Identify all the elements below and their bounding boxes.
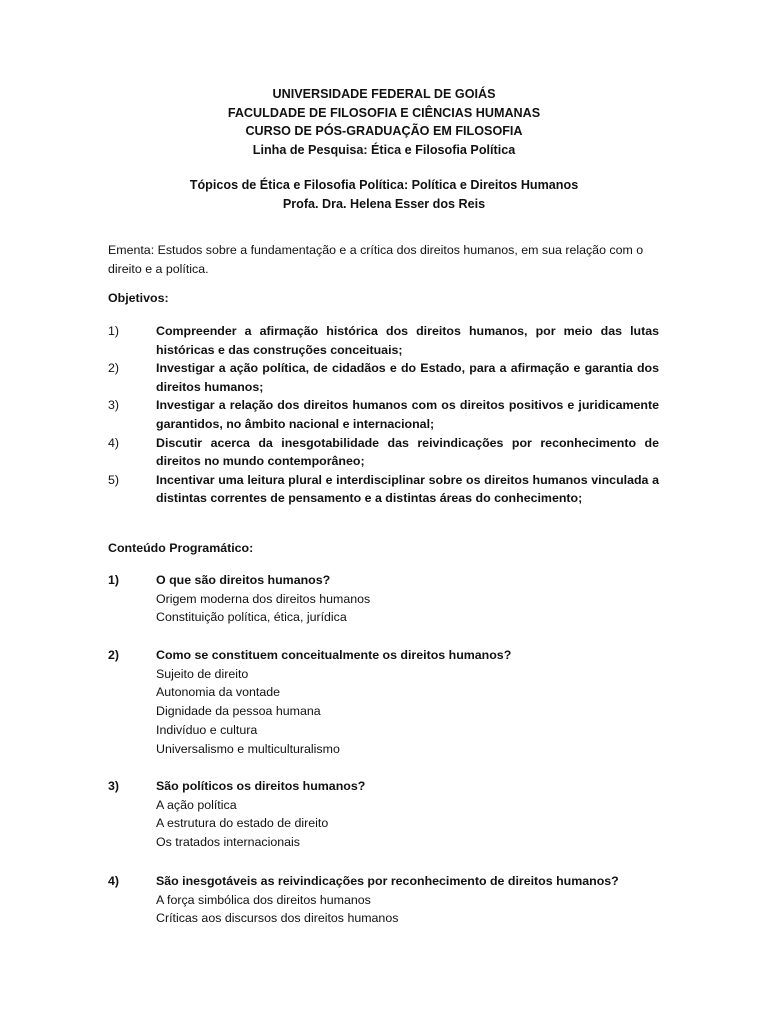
institution-header — [0, 85, 768, 160]
list-item — [108, 434, 659, 471]
topic-section — [108, 571, 668, 627]
subtopic: A força simbólica dos direitos humanos — [156, 892, 371, 907]
course-title: Tópicos de Ética e Filosofia Política: Política e Direitos Humanos — [189, 178, 579, 192]
topic-question-text: O que são direitos humanos? — [156, 573, 331, 587]
subtopic: Origem moderna dos direitos humanos — [156, 591, 371, 606]
subtopic: Sujeito de direito — [156, 666, 249, 681]
list-item — [108, 322, 659, 359]
conteudo-heading: Conteúdo Programático: — [108, 541, 254, 555]
topic-question — [108, 777, 668, 796]
list-item-number: 2) — [108, 361, 120, 376]
topic-number: 1) — [108, 573, 120, 587]
subtopic: Autonomia da vontade — [156, 685, 280, 700]
course-name: CURSO DE PÓS-GRADUAÇÃO EM FILOSOFIA — [245, 124, 523, 139]
list-item-number: 3) — [108, 398, 120, 413]
university-name: UNIVERSIDADE FEDERAL DE GOIÁS — [272, 87, 496, 101]
topic-question-text: São inesgotáveis as reivindicações por reconhecimento de direitos humanos? — [156, 874, 619, 888]
subtopic: Universalismo e multiculturalismo — [156, 741, 340, 756]
topic-section — [108, 777, 668, 852]
professor-name: Profa. Dra. Helena Esser dos Reis — [282, 196, 486, 211]
topic-number: 3) — [108, 779, 120, 793]
subtopic: A ação política — [156, 797, 237, 812]
list-item-text: Compreender a afirmação histórica dos direitos humanos, por meio das lutas históricas e das construções conceituais; — [156, 324, 659, 357]
subtopic: Indivíduo e cultura — [156, 722, 258, 737]
topic-question — [108, 646, 668, 665]
list-item-text: Discutir acerca da inesgotabilidade das reivindicações por reconhecimento de direitos no mundo contemporâneo; — [156, 435, 659, 469]
objetivos-heading: Objetivos: — [108, 291, 169, 305]
list-item-number: 5) — [108, 472, 120, 487]
list-item-text: Investigar a relação dos direitos humanos com os direitos positivos e juridicamente garantidos, no âmbito nacional e internacional; — [156, 398, 659, 431]
topic-section — [108, 646, 668, 758]
objetivos-list — [108, 322, 659, 508]
topic-question — [108, 872, 668, 891]
list-item — [108, 396, 659, 433]
list-item — [108, 359, 659, 396]
subtopic: Os tratados internacionais — [156, 835, 300, 850]
research-line: Linha de Pesquisa: Ética e Filosofia Política — [252, 143, 516, 158]
topic-question-text: Como se constituem conceitualmente os direitos humanos? — [156, 648, 512, 662]
topic-number: 4) — [108, 874, 120, 888]
subtopic: A estrutura do estado de direito — [156, 816, 329, 831]
topic-section — [108, 872, 668, 928]
ementa-paragraph: Ementa: Estudos sobre a fundamentação e a crítica dos direitos humanos, em sua relação com o direito e a política. — [108, 243, 644, 276]
list-item — [108, 471, 659, 508]
subtopic: Constituição política, ética, jurídica — [156, 610, 347, 625]
topic-number: 2) — [108, 648, 120, 662]
faculty-name: FACULDADE DE FILOSOFIA E CIÊNCIAS HUMANAS — [227, 105, 541, 120]
topic-question — [108, 571, 668, 590]
topic-question-text: São políticos os direitos humanos? — [156, 779, 366, 793]
subtopic: Críticas aos discursos dos direitos humanos — [156, 911, 399, 926]
list-item-text: Investigar a ação política, de cidadãos e do Estado, para a afirmação e garantia dos direitos humanos; — [156, 361, 659, 394]
list-item-number: 1) — [108, 324, 120, 338]
list-item-text: Incentivar uma leitura plural e interdisciplinar sobre os direitos humanos vinculada a distintas correntes de pensamento e a distintas áreas do conhecimento; — [156, 472, 659, 506]
subtopic: Dignidade da pessoa humana — [156, 704, 321, 719]
course-header — [0, 176, 768, 213]
list-item-number: 4) — [108, 435, 120, 450]
